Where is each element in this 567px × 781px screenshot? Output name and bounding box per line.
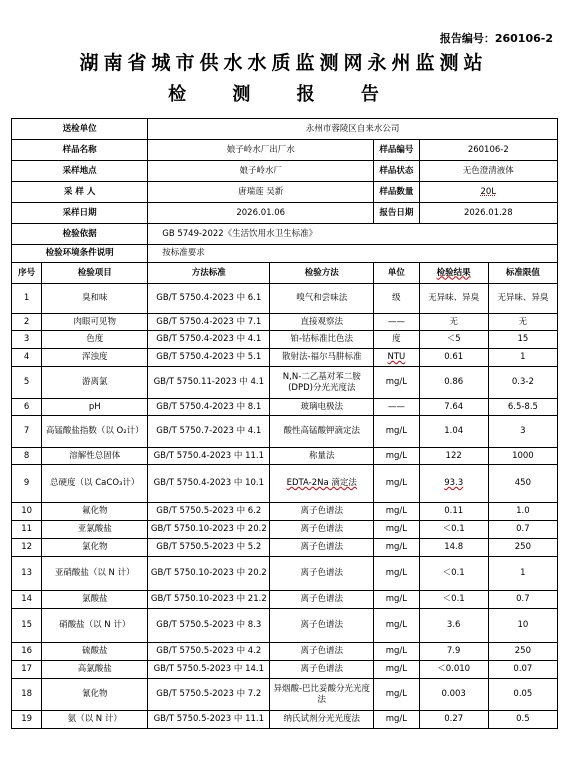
row-item: 臭和味 (42, 284, 148, 314)
table-row (12, 643, 558, 661)
sample-no-value: 260106-2 (419, 140, 557, 161)
env-value: 按标准要求 (148, 245, 558, 263)
row-item: 亚氯酸盐 (42, 521, 148, 539)
table-row (12, 399, 558, 416)
table-row (12, 539, 558, 557)
row-method: 离子色谱法 (270, 521, 374, 539)
location-label: 采样地点 (12, 161, 148, 182)
state-label: 样品状态 (374, 161, 419, 182)
row-method: 散射法-福尔马肼标准 (270, 349, 374, 367)
row-no: 17 (12, 661, 42, 679)
row-no: 18 (12, 679, 42, 711)
row-no: 10 (12, 503, 42, 521)
row-limit: 1 (488, 557, 557, 591)
row-method: 称量法 (270, 448, 374, 465)
sampler-value: 唐瑞莲 吴新 (148, 182, 374, 203)
row-no: 14 (12, 591, 42, 609)
row-item: 浑浊度 (42, 349, 148, 367)
row-result: ＜0.1 (419, 521, 488, 539)
table-row (12, 465, 558, 503)
row-method: 离子色谱法 (270, 661, 374, 679)
table-row (12, 314, 558, 331)
row-std: GB/T 5750.4-2023 中 10.1 (148, 465, 270, 503)
row-item: 总硬度（以 CaCO₃计） (42, 465, 148, 503)
basis-value: GB 5749-2022《生活饮用水卫生标准》 (148, 224, 558, 245)
row-result: 1.04 (419, 416, 488, 448)
row-item: 高氯酸盐 (42, 661, 148, 679)
row-std: GB/T 5750.4-2023 中 4.1 (148, 331, 270, 349)
info-row-client (12, 119, 558, 140)
table-row (12, 349, 558, 367)
row-limit: 3 (488, 416, 557, 448)
sample-date-label: 采样日期 (12, 203, 148, 224)
row-unit: 度 (374, 331, 419, 349)
row-limit: 无异味、异臭 (488, 284, 557, 314)
info-row-dates (12, 203, 558, 224)
row-unit: mg/L (374, 557, 419, 591)
row-item: 溶解性总固体 (42, 448, 148, 465)
row-no: 4 (12, 349, 42, 367)
row-limit: 0.5 (488, 711, 557, 729)
info-row-env (12, 245, 558, 263)
row-result: 无 (419, 314, 488, 331)
row-limit: 0.3-2 (488, 367, 557, 399)
row-item: 游离氯 (42, 367, 148, 399)
row-unit: mg/L (374, 465, 419, 503)
sample-no-label: 样品编号 (374, 140, 419, 161)
report-number: 报告编号：260106-2 (439, 32, 553, 45)
row-no: 12 (12, 539, 42, 557)
quantity-value: 20L (480, 186, 497, 197)
row-no: 16 (12, 643, 42, 661)
page-subtitle: 检 测 报 告 (168, 84, 399, 105)
row-no: 5 (12, 367, 42, 399)
row-unit: mg/L (374, 711, 419, 729)
client-label: 送检单位 (12, 119, 148, 140)
sample-name-value: 娘子岭水厂出厂水 (148, 140, 374, 161)
col-header: 方法标准 (148, 263, 270, 284)
row-limit: 1 (488, 349, 557, 367)
row-no: 2 (12, 314, 42, 331)
row-item: 硫酸盐 (42, 643, 148, 661)
row-unit: mg/L (374, 539, 419, 557)
row-result: 93.3 (444, 478, 464, 488)
row-std: GB/T 5750.5-2023 中 11.1 (148, 711, 270, 729)
row-result: ＜0.010 (419, 661, 488, 679)
row-limit: 450 (488, 465, 557, 503)
row-limit: 6.5-8.5 (488, 399, 557, 416)
row-limit: 0.07 (488, 661, 557, 679)
row-std: GB/T 5750.4-2023 中 5.1 (148, 349, 270, 367)
row-result: 0.11 (419, 503, 488, 521)
row-item: pH (42, 399, 148, 416)
row-method: 离子色谱法 (270, 557, 374, 591)
table-row (12, 284, 558, 314)
report-table (11, 118, 558, 729)
row-unit: mg/L (374, 521, 419, 539)
col-header: 标准限值 (488, 263, 557, 284)
row-unit: mg/L (374, 679, 419, 711)
row-method: 异烟酸-巴比妥酸分光光度法 (270, 679, 374, 711)
table-row (12, 416, 558, 448)
row-limit: 1000 (488, 448, 557, 465)
row-method: 纳氏试剂分光光度法 (270, 711, 374, 729)
state-value: 无色澄清液体 (419, 161, 557, 182)
row-std: GB/T 5750.5-2023 中 6.2 (148, 503, 270, 521)
row-std: GB/T 5750.10-2023 中 20.2 (148, 557, 270, 591)
row-unit: mg/L (374, 643, 419, 661)
row-std: GB/T 5750.5-2023 中 14.1 (148, 661, 270, 679)
row-limit: 15 (488, 331, 557, 349)
row-item: 亚硝酸盐（以 N 计） (42, 557, 148, 591)
row-method: 直接观察法 (270, 314, 374, 331)
row-unit: 级 (374, 284, 419, 314)
info-row-basis (12, 224, 558, 245)
row-unit: —— (374, 314, 419, 331)
row-result: 14.8 (419, 539, 488, 557)
row-unit: —— (374, 399, 419, 416)
row-limit: 0.7 (488, 591, 557, 609)
row-item: 肉眼可见物 (42, 314, 148, 331)
row-unit: mg/L (374, 503, 419, 521)
table-row (12, 591, 558, 609)
row-std: GB/T 5750.5-2023 中 4.2 (148, 643, 270, 661)
row-std: GB/T 5750.11-2023 中 4.1 (148, 367, 270, 399)
row-limit: 无 (488, 314, 557, 331)
row-result: 0.61 (419, 349, 488, 367)
col-header: 序号 (12, 263, 42, 284)
page-title: 湖南省城市供水水质监测网永州监测站 (79, 52, 488, 74)
row-limit: 250 (488, 643, 557, 661)
row-std: GB/T 5750.4-2023 中 6.1 (148, 284, 270, 314)
row-unit: mg/L (374, 367, 419, 399)
row-result: 0.86 (419, 367, 488, 399)
row-result: ＜5 (419, 331, 488, 349)
row-no: 19 (12, 711, 42, 729)
row-method: 离子色谱法 (270, 643, 374, 661)
row-limit: 0.7 (488, 521, 557, 539)
table-row (12, 331, 558, 349)
row-method: 离子色谱法 (270, 539, 374, 557)
row-std: GB/T 5750.5-2023 中 7.2 (148, 679, 270, 711)
quantity-label: 样品数量 (374, 182, 419, 203)
row-result: ＜0.1 (419, 591, 488, 609)
row-method: 酸性高锰酸钾滴定法 (270, 416, 374, 448)
table-row (12, 367, 558, 399)
table-row (12, 448, 558, 465)
row-method: 离子色谱法 (270, 609, 374, 643)
row-std: GB/T 5750.7-2023 中 4.1 (148, 416, 270, 448)
sample-date-value: 2026.01.06 (148, 203, 374, 224)
col-header: 检验项目 (42, 263, 148, 284)
location-value: 娘子岭水厂 (148, 161, 374, 182)
col-header: 检验结果 (436, 267, 471, 278)
row-std: GB/T 5750.4-2023 中 7.1 (148, 314, 270, 331)
row-method: 离子色谱法 (270, 503, 374, 521)
row-result: ＜0.1 (419, 557, 488, 591)
table-row (12, 661, 558, 679)
row-std: GB/T 5750.10-2023 中 20.2 (148, 521, 270, 539)
row-no: 1 (12, 284, 42, 314)
report-date-label: 报告日期 (374, 203, 419, 224)
row-no: 3 (12, 331, 42, 349)
row-result: 7.64 (419, 399, 488, 416)
row-std: GB/T 5750.10-2023 中 21.2 (148, 591, 270, 609)
row-method: 铂-钴标准比色法 (270, 331, 374, 349)
table-row (12, 503, 558, 521)
row-no: 8 (12, 448, 42, 465)
row-result: 7.9 (419, 643, 488, 661)
row-std: GB/T 5750.5-2023 中 8.3 (148, 609, 270, 643)
row-unit: mg/L (374, 661, 419, 679)
row-limit: 0.05 (488, 679, 557, 711)
info-row-sampler (12, 182, 558, 203)
sampler-label: 采 样 人 (12, 182, 148, 203)
row-no: 15 (12, 609, 42, 643)
row-item: 氯化物 (42, 539, 148, 557)
row-result: 3.6 (419, 609, 488, 643)
table-row (12, 679, 558, 711)
row-limit: 10 (488, 609, 557, 643)
row-limit: 1.0 (488, 503, 557, 521)
row-result: 122 (419, 448, 488, 465)
report-date-value: 2026.01.28 (419, 203, 557, 224)
table-row (12, 711, 558, 729)
table-row (12, 557, 558, 591)
row-item: 高锰酸盐指数（以 O₂计） (42, 416, 148, 448)
table-header-row (12, 263, 558, 284)
row-unit: mg/L (374, 416, 419, 448)
row-method: EDTA-2Na 滴定法 (286, 478, 357, 488)
row-std: GB/T 5750.4-2023 中 8.1 (148, 399, 270, 416)
row-item: 氰化物 (42, 679, 148, 711)
row-unit: mg/L (374, 591, 419, 609)
row-no: 7 (12, 416, 42, 448)
row-method: N,N-二乙基对苯二胺(DPD)分光光度法 (270, 367, 374, 399)
row-item: 氨（以 N 计） (42, 711, 148, 729)
info-row-sample (12, 140, 558, 161)
row-method: 离子色谱法 (270, 591, 374, 609)
row-result: 无异味、异臭 (419, 284, 488, 314)
col-header: 检验方法 (270, 263, 374, 284)
row-no: 13 (12, 557, 42, 591)
row-item: 氯酸盐 (42, 591, 148, 609)
row-no: 11 (12, 521, 42, 539)
env-label: 检验环境条件说明 (12, 245, 148, 263)
row-method: 玻璃电极法 (270, 399, 374, 416)
row-result: 0.003 (419, 679, 488, 711)
row-item: 色度 (42, 331, 148, 349)
row-item: 氟化物 (42, 503, 148, 521)
basis-label: 检验依据 (12, 224, 148, 245)
row-item: 硝酸盐（以 N 计） (42, 609, 148, 643)
info-row-location (12, 161, 558, 182)
row-limit: 250 (488, 539, 557, 557)
row-unit: mg/L (374, 609, 419, 643)
sample-name-label: 样品名称 (12, 140, 148, 161)
table-row (12, 521, 558, 539)
row-result: 0.27 (419, 711, 488, 729)
row-unit: mg/L (374, 448, 419, 465)
table-row (12, 609, 558, 643)
row-std: GB/T 5750.5-2023 中 5.2 (148, 539, 270, 557)
row-unit: NTU (387, 352, 406, 362)
row-std: GB/T 5750.4-2023 中 11.1 (148, 448, 270, 465)
row-no: 9 (12, 465, 42, 503)
client-value: 永州市蓉陵区自来水公司 (148, 119, 558, 140)
row-method: 嗅气和尝味法 (270, 284, 374, 314)
col-header: 单位 (374, 263, 419, 284)
row-no: 6 (12, 399, 42, 416)
